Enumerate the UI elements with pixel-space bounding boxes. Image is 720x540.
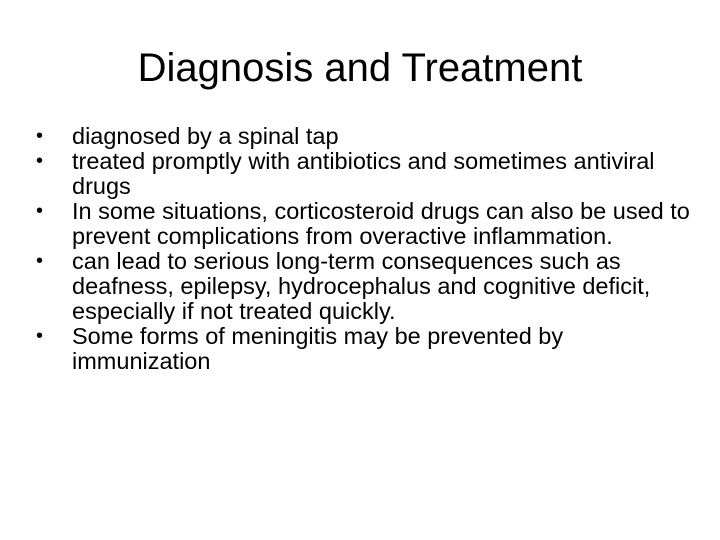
slide-title: Diagnosis and Treatment: [137, 46, 583, 90]
bullet-item: [36, 324, 696, 374]
bullet-icon: •: [36, 125, 44, 147]
bullet-list: [36, 124, 696, 374]
bullet-text: diagnosed by a spinal tap: [72, 123, 339, 149]
bullet-icon: •: [36, 200, 44, 222]
bullet-icon: •: [36, 150, 44, 172]
bullet-text: In some situations, corticosteroid drugs can also be used to prevent complications from overactive inflammation.: [72, 198, 690, 249]
bullet-text: Some forms of meningitis may be prevented by immunization: [72, 323, 564, 374]
bullet-text: can lead to serious long-term consequences such as deafness, epilepsy, hydrocephalus and cognitive deficit, especially if not treated quickly.: [72, 248, 651, 324]
bullet-item: [36, 149, 696, 199]
bullet-icon: •: [36, 325, 44, 347]
bullet-item: [36, 124, 696, 149]
bullet-item: [36, 199, 696, 249]
bullet-item: [36, 249, 696, 324]
bullet-text: treated promptly with antibiotics and sometimes antiviral drugs: [72, 148, 655, 199]
bullet-icon: •: [36, 250, 44, 272]
